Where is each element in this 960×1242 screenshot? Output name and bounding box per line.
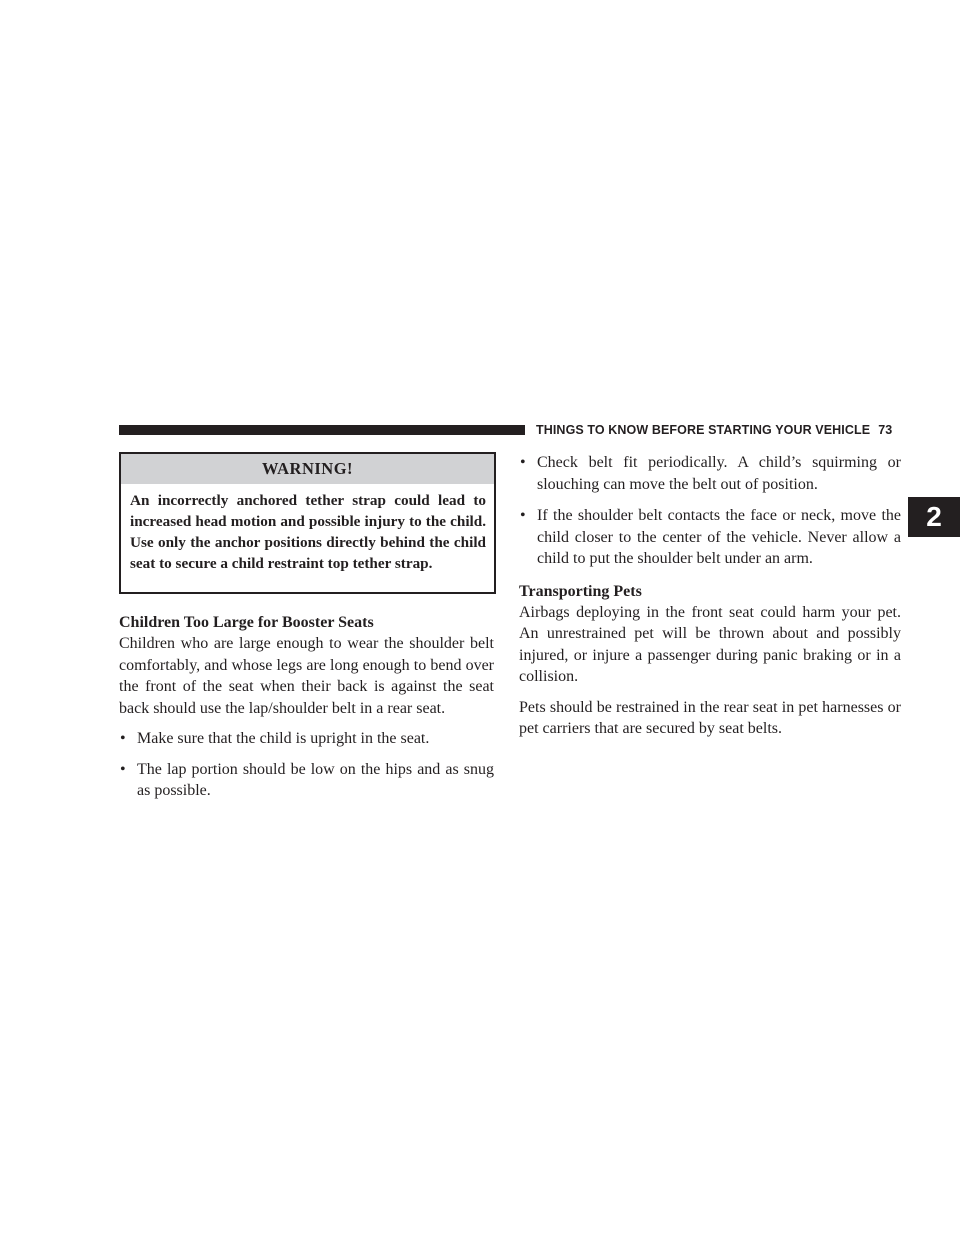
bullet-icon: • [120,730,126,747]
warning-title: WARNING! [121,454,494,484]
section-title: THINGS TO KNOW BEFORE STARTING YOUR VEHICLE [536,423,871,437]
bullet-list [519,452,901,570]
list-item-text: If the shoulder belt contacts the face or neck, move the child closer to the center of the vehicle. Never allow a child to put the shoulder belt under an arm. [537,507,901,567]
list-item [519,452,901,495]
running-header [536,422,892,438]
list-item [519,505,901,570]
list-item-text: Check belt fit periodically. A child’s squirming or slouching can move the belt out of position. [537,454,901,493]
paragraph: Pets should be restrained in the rear seat in pet harnesses or pet carriers that are secured by seat belts. [519,698,901,737]
list-item [119,759,494,802]
bullet-icon: • [120,760,126,778]
section-heading: Children Too Large for Booster Seats [119,614,374,631]
warning-body: An incorrectly anchored tether strap could lead to increased head motion and possible injury to the child. Use only the anchor positions directly behind the child seat to secure a child restraint top tether strap. [130,492,486,572]
bullet-icon: • [520,507,526,524]
list-item-text: Make sure that the child is upright in the seat. [137,730,430,747]
page-number: 73 [878,423,893,437]
paragraph: Airbags deploying in the front seat could harm your pet. An unrestrained pet will be thrown about and possibly injured, or injure a passenger during panic braking or in a collision. [519,603,901,685]
bullet-icon: • [520,454,526,471]
left-column [119,612,494,802]
list-item-text: The lap portion should be low on the hips and as snug as possible. [137,760,494,799]
header-rule [119,425,525,435]
section-heading: Transporting Pets [519,582,642,600]
list-item [119,728,494,750]
warning-box [119,452,496,594]
paragraph: Children who are large enough to wear the shoulder belt comfortably, and whose legs are long enough to bend over the front of the seat when their back is against the seat back should use the lap/shoulder belt in a rear seat. [119,635,494,717]
bullet-list [119,728,494,802]
chapter-tab: 2 [908,497,960,537]
right-column [519,452,901,740]
